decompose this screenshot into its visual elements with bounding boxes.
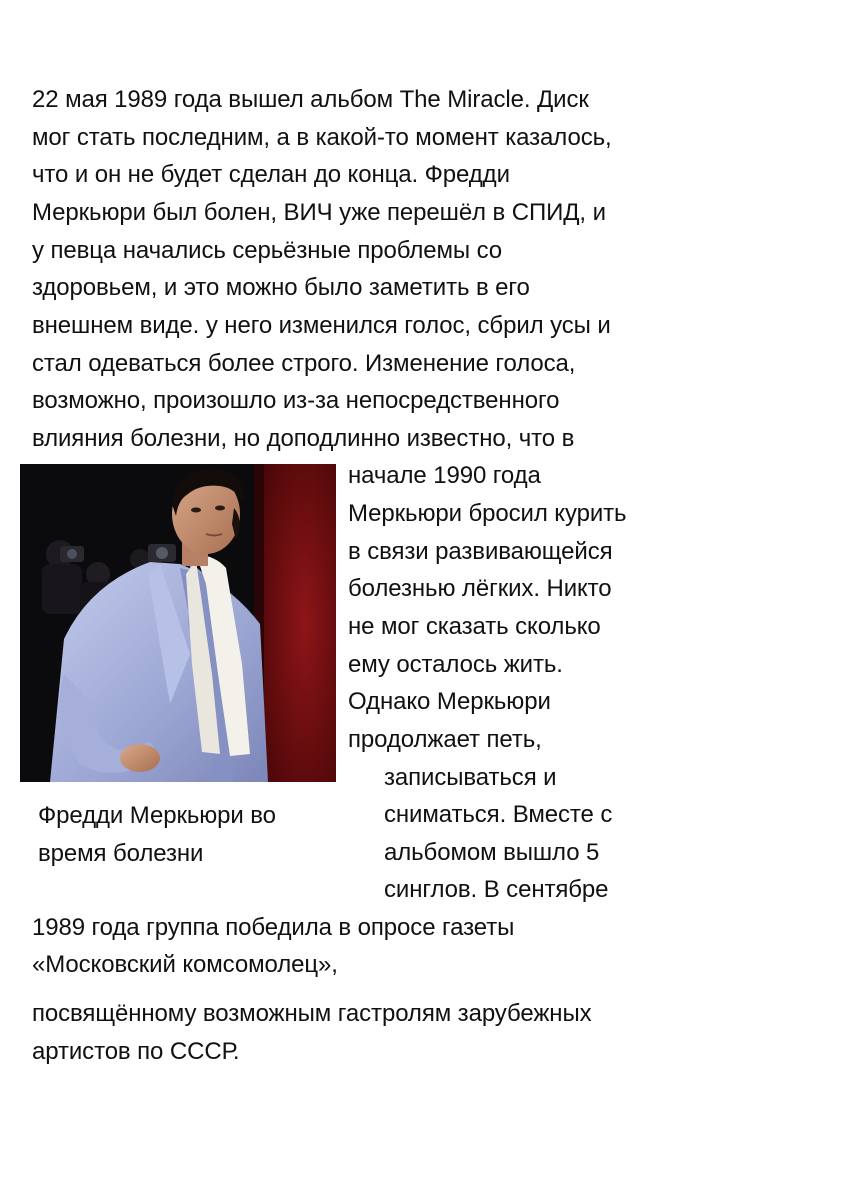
paragraph-line: посвящённому возможным гастролям зарубежных xyxy=(32,1000,592,1027)
paragraph-line: что и он не будет сделан до конца. Фредди xyxy=(32,161,510,188)
paragraph-line: артистов по СССР. xyxy=(32,1038,240,1065)
paragraph-line: Меркьюри был болен, ВИЧ уже перешёл в СПИД, и xyxy=(32,199,606,226)
paragraph-line: «Московский комсомолец», xyxy=(32,951,338,978)
paragraph-line: внешнем виде. у него изменился голос, сбрил усы и xyxy=(32,312,611,339)
paragraph-line: не мог сказать сколько xyxy=(348,613,601,640)
paragraph-line: 1989 года группа победила в опросе газеты xyxy=(32,914,515,941)
photo-caption: Фредди Меркьюри во xyxy=(38,802,276,829)
paragraph-line: влияния болезни, но доподлинно известно, что в xyxy=(32,425,575,452)
paragraph-line: стал одеваться более строго. Изменение голоса, xyxy=(32,350,576,377)
paragraph-line: болезнью лёгких. Никто xyxy=(348,575,612,602)
paragraph-line: ему осталось жить. xyxy=(348,651,563,678)
freddie-mercury-photo xyxy=(20,464,336,782)
paragraph-line: сниматься. Вместе с xyxy=(384,801,613,828)
paragraph-line: записываться и xyxy=(384,764,557,791)
paragraph-line: у певца начались серьёзные проблемы со xyxy=(32,237,503,264)
paragraph-line: 22 мая 1989 года вышел альбом The Miracle. Диск xyxy=(32,86,589,113)
paragraph-line: альбомом вышло 5 xyxy=(384,839,600,866)
paragraph-line: продолжает петь, xyxy=(348,726,542,753)
paragraph-line: синглов. В сентябре xyxy=(384,876,609,903)
photo-caption: время болезни xyxy=(38,840,204,867)
paragraph-line: возможно, произошло из-за непосредственного xyxy=(32,387,560,414)
paragraph-line: здоровьем, и это можно было заметить в его xyxy=(32,274,530,301)
paragraph-line: в связи развивающейся xyxy=(348,538,613,565)
paragraph-line: начале 1990 года xyxy=(348,462,541,489)
paragraph-line: мог стать последним, а в какой-то момент казалось, xyxy=(32,124,612,151)
paragraph-line: Однако Меркьюри xyxy=(348,688,551,715)
paragraph-line: Меркьюри бросил курить xyxy=(348,500,627,527)
